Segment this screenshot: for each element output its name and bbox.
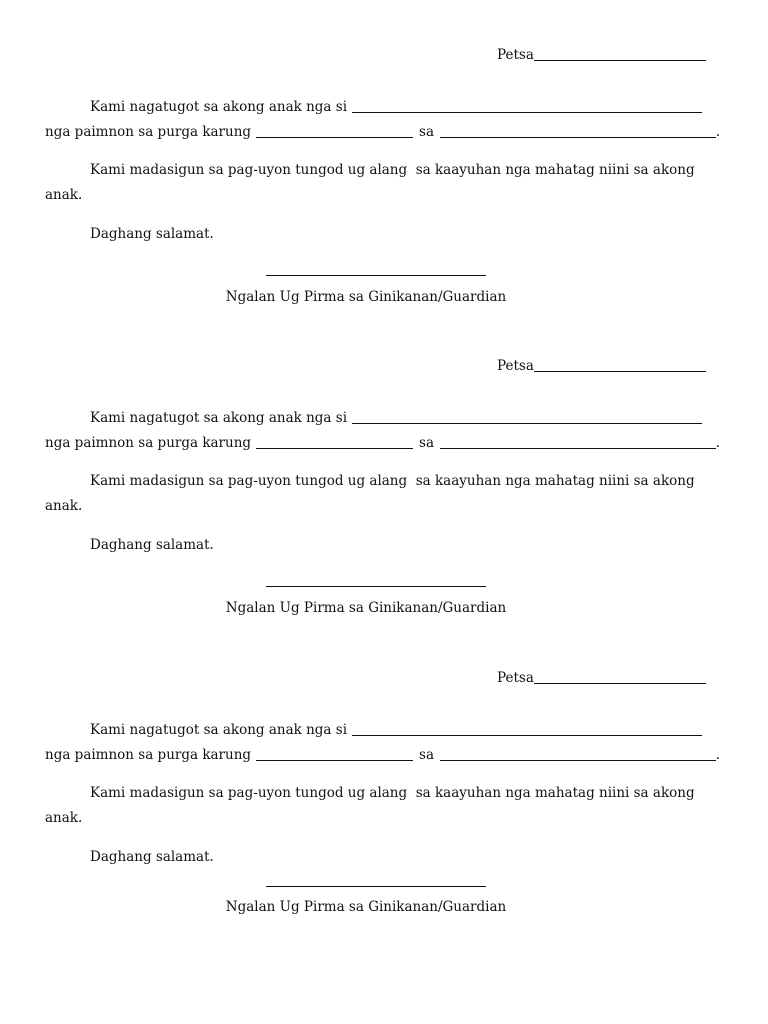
deworming-date-blank [256,760,413,761]
support-text: anak. [45,187,83,203]
support-text: Kami madasigun sa pag-uyon tungod ug alang sa kaayuhan nga mahatag niini sa akong [90,473,695,489]
end-period: . [715,435,720,451]
deworming-place-blank [440,137,716,138]
deworming-place-blank [440,760,716,761]
support-text-line-2 [45,810,82,826]
signature-label: Ngalan Ug Pirma sa Ginikanan/Guardian [225,289,507,305]
support-text: Kami madasigun sa pag-uyon tungod ug alang sa kaayuhan nga mahatag niini sa akong [90,162,695,178]
support-text: anak. [45,498,83,514]
date-label: Petsa [497,47,534,63]
child-name-blank [352,112,702,113]
deworming-line [45,747,720,763]
deworming-line [45,124,720,140]
end-period: . [715,124,720,140]
consent-slip [0,0,768,305]
closing-line [90,226,214,242]
date-label: Petsa [497,358,534,374]
closing-line [90,537,214,553]
signature-line [266,275,486,276]
child-name-blank [352,423,702,424]
consent-line [90,722,702,738]
date-row [497,670,706,686]
consent-slip [0,623,768,928]
date-blank [534,683,706,684]
deworming-place-blank [440,448,716,449]
place-prefix: sa [419,124,435,140]
consent-text: Kami nagatugot sa akong anak nga si [90,410,348,426]
support-text-line-1 [90,473,695,489]
consent-line [90,99,702,115]
date-blank [534,371,706,372]
signature-label: Ngalan Ug Pirma sa Ginikanan/Guardian [225,899,507,915]
support-text-line-2 [45,187,82,203]
deworming-text: nga paimnon sa purga karung [45,747,252,763]
end-period: . [715,747,720,763]
closing-text: Daghang salamat. [90,537,214,553]
date-blank [534,60,706,61]
support-text-line-1 [90,162,695,178]
support-text-line-2 [45,498,82,514]
deworming-date-blank [256,137,413,138]
date-label: Petsa [497,670,534,686]
signature-line [266,886,486,887]
signature-caption [166,289,566,305]
deworming-line [45,435,720,451]
support-text-line-1 [90,785,695,801]
consent-text: Kami nagatugot sa akong anak nga si [90,722,348,738]
closing-text: Daghang salamat. [90,849,214,865]
date-row [497,47,706,63]
signature-label: Ngalan Ug Pirma sa Ginikanan/Guardian [225,600,507,616]
date-row [497,358,706,374]
consent-line [90,410,702,426]
place-prefix: sa [419,747,435,763]
closing-text: Daghang salamat. [90,226,214,242]
signature-line [266,586,486,587]
support-text: Kami madasigun sa pag-uyon tungod ug alang sa kaayuhan nga mahatag niini sa akong [90,785,695,801]
deworming-text: nga paimnon sa purga karung [45,435,252,451]
place-prefix: sa [419,435,435,451]
signature-caption [166,899,566,915]
deworming-date-blank [256,448,413,449]
closing-line [90,849,214,865]
consent-slip [0,311,768,616]
deworming-text: nga paimnon sa purga karung [45,124,252,140]
child-name-blank [352,735,702,736]
consent-text: Kami nagatugot sa akong anak nga si [90,99,348,115]
support-text: anak. [45,810,83,826]
signature-caption [166,600,566,616]
